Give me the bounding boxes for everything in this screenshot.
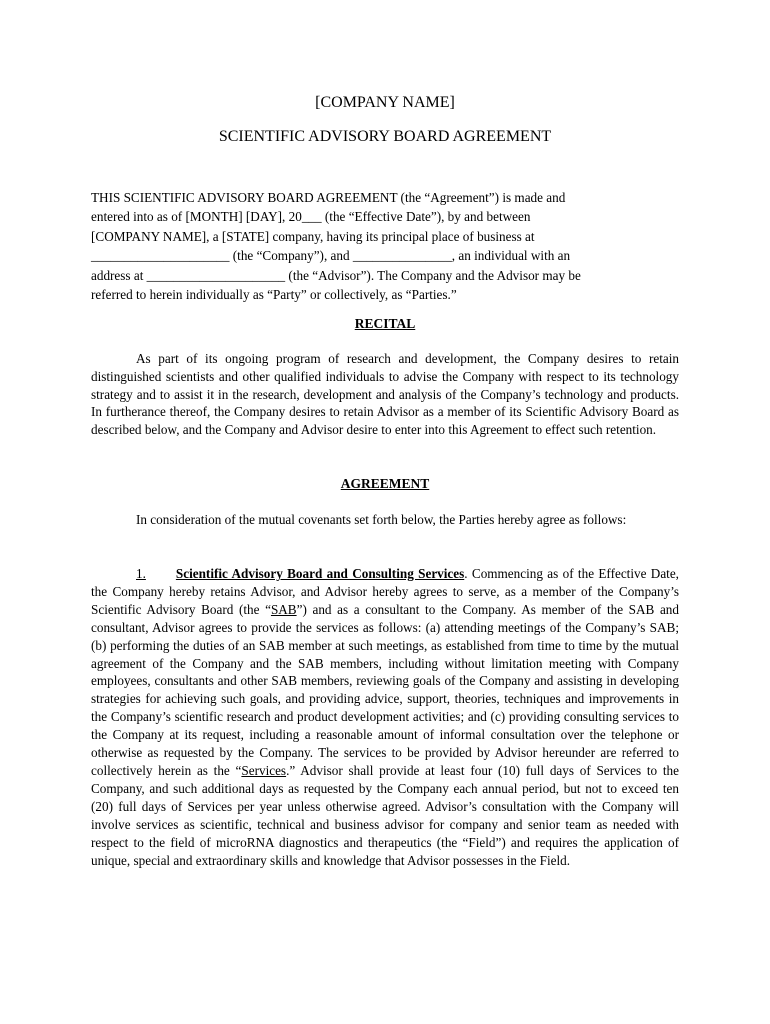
recital-heading: RECITAL	[354, 316, 416, 331]
intro-line: referred to herein individually as “Party” or collectively, as “Parties.”	[91, 287, 457, 303]
agreement-heading: AGREEMENT	[340, 476, 430, 491]
section-text-c: .” Advisor shall provide at least four (10) full days of Services to the Company, and such additional days as requested by the Company each annual period, but not to exceed ten (20) full days of Services per year unless otherwise agreed. Advisor’s consultation with the Company will involve services as scientific, technical and business advisor for company and senior team as needed with respect to the field of microRNA diagnostics and therapeutics (the “Field”) and requires the application of unique, special and extraordinary skills and knowledge that Advisor possesses in the Field.	[91, 762, 679, 868]
intro-paragraph	[91, 188, 679, 304]
intro-line: [COMPANY NAME], a [STATE] company, having its principal place of business at	[91, 228, 535, 244]
defined-term-services: Services	[241, 762, 287, 778]
recital-paragraph	[91, 350, 679, 439]
document-title: SCIENTIFIC ADVISORY BOARD AGREEMENT	[218, 128, 552, 145]
intro-line: _____________________ (the “Company”), and _______________, an individual with an	[91, 248, 571, 264]
intro-line: address at _____________________ (the “Advisor”). The Company and the Advisor may be	[91, 267, 581, 283]
intro-line: entered into as of [MONTH] [DAY], 20___ (the “Effective Date”), by and between	[91, 209, 531, 225]
consideration-paragraph	[91, 511, 679, 529]
intro-line: THIS SCIENTIFIC ADVISORY BOARD AGREEMENT (the “Agreement”) is made and	[91, 190, 566, 205]
section-1-paragraph	[91, 565, 679, 869]
company-name: [COMPANY NAME]	[315, 94, 455, 111]
defined-term-sab: SAB	[270, 601, 297, 617]
section-number: 1.	[136, 566, 146, 581]
section-text-b: ”) and as a consultant to the Company. As member of the SAB and consultant, Advisor agrees to provide the services as follows: (a) attending meetings of the Company’s SAB; (b) performing the duties of an SAB member at such meetings, as established from time to time by the mutual agreement of the Company and the SAB members, including without limitation meeting with Company employees, consultants and other SAB members, reviewing goals of the Company and assisting in developing strategies for achieving such goals, and providing advice, support, theories, techniques and improvements in the Company’s scientific research and product development activities; and (c) providing consulting services to the Company at its request, including a reasonable amount of informal consultation over the telephone or otherwise as requested by the Company. The services to be provided by Advisor hereunder are referred to collectively herein as the “	[91, 601, 679, 778]
consideration-text: In consideration of the mutual covenants set forth below, the Parties hereby agree as follows:	[136, 512, 627, 527]
recital-text: As part of its ongoing program of research and development, the Company desires to retain distinguished scientists and other qualified individuals to advise the Company with respect to its technology strategy and to assist it in the research, development and analysis of the Company’s technology and products. In furtherance thereof, the Company desires to retain Advisor as a member of its Scientific Advisory Board as described below, and the Company and Advisor desire to enter into this Agreement to effect such retention.	[91, 351, 679, 438]
section-text-a: . Commencing as of the Effective Date, the Company hereby retains Advisor, and Advisor hereby agrees to serve, as a member of the Company’s Scientific Advisory Board (the “	[91, 566, 679, 617]
section-title: Scientific Advisory Board and Consulting Services	[175, 566, 465, 581]
